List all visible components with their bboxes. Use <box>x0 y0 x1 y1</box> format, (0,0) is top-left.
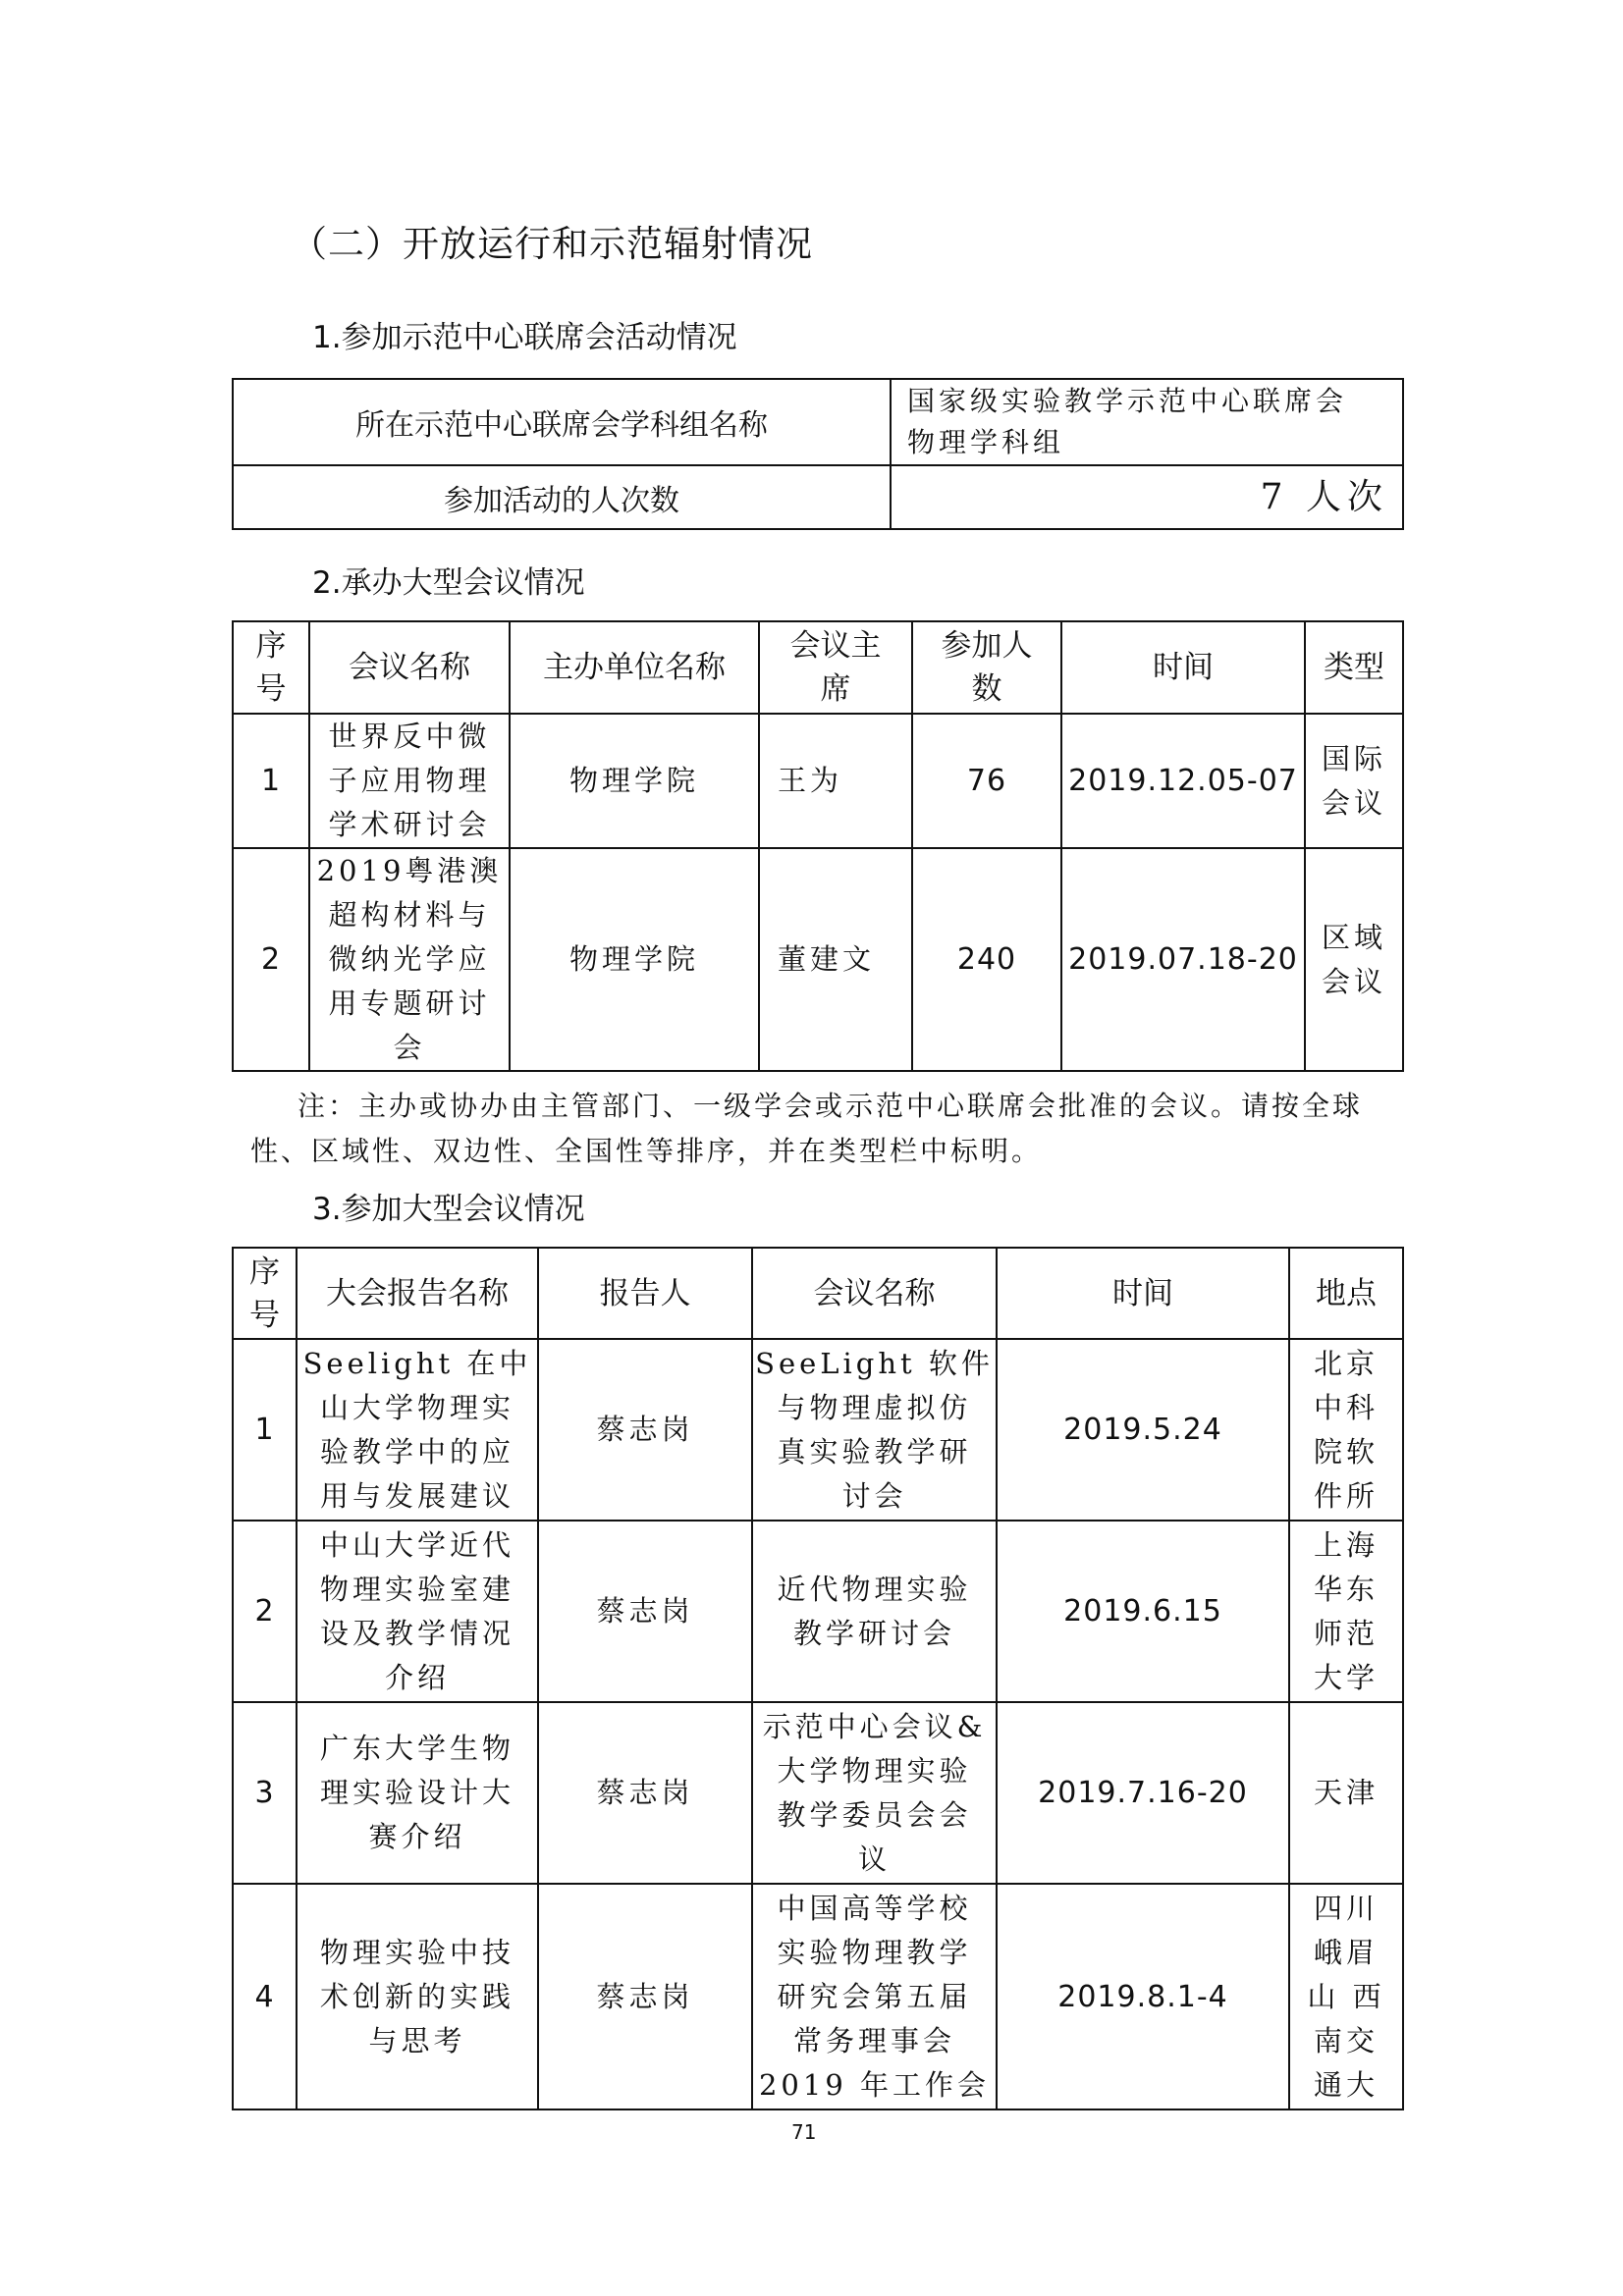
attendees: 76 <box>912 714 1061 848</box>
subsection-2-title: 2.承办大型会议情况 <box>312 565 585 601</box>
page-number: 71 <box>791 2120 817 2144</box>
location: 上海 华东 师范 大学 <box>1289 1521 1403 1702</box>
speaker: 蔡志岗 <box>538 1521 752 1702</box>
date: 2019.8.1-4 <box>997 1884 1289 2109</box>
meeting-name: 世界反中微 子应用物理 学术研讨会 <box>309 714 510 848</box>
row-index: 1 <box>233 714 309 848</box>
meeting-name: 2019粤港澳 超构材料与 微纳光学应 用专题研讨 会 <box>309 848 510 1071</box>
row-index: 2 <box>233 1521 297 1702</box>
date: 2019.12.05-07 <box>1061 714 1305 848</box>
table-header-row <box>233 1248 1403 1339</box>
date: 2019.6.15 <box>997 1521 1289 1702</box>
date: 2019.5.24 <box>997 1339 1289 1521</box>
report-title: 物理实验中技 术创新的实践 与思考 <box>297 1884 538 2109</box>
attended-conferences-table <box>232 1247 1404 2110</box>
row-index: 3 <box>233 1702 297 1884</box>
location: 四川 峨眉 山 西 南交 通大 <box>1289 1884 1403 2109</box>
col-header-type: 类型 <box>1305 621 1403 714</box>
meeting-name: SeeLight 软件 与物理虚拟仿 真实验教学研 讨会 <box>752 1339 997 1521</box>
section-title: （二）开放运行和示范辐射情况 <box>291 223 813 265</box>
row-index: 4 <box>233 1884 297 2109</box>
meeting-name: 中国高等学校 实验物理教学 研究会第五届 常务理事会 2019 年工作会 <box>752 1884 997 2109</box>
report-title: 广东大学生物 理实验设计大 赛介绍 <box>297 1702 538 1884</box>
table-row <box>233 1339 1403 1521</box>
host-unit: 物理学院 <box>510 714 759 848</box>
table-row <box>233 1702 1403 1884</box>
table-footnote: 注：主办或协办由主管部门、一级学会或示范中心联席会批准的会议。请按全球性、区域性、双边性、全国性等排序，并在类型栏中标明。 <box>250 1090 1364 1167</box>
col-header-meeting-name: 会议名称 <box>752 1248 997 1339</box>
attendees: 240 <box>912 848 1061 1071</box>
col-header-attendees: 参加人 数 <box>912 621 1061 714</box>
location: 北京 中科 院软 件所 <box>1289 1339 1403 1521</box>
col-header-speaker: 报告人 <box>538 1248 752 1339</box>
speaker: 蔡志岗 <box>538 1339 752 1521</box>
col-header-index: 序 号 <box>233 1248 297 1339</box>
host-unit: 物理学院 <box>510 848 759 1071</box>
col-header-meeting-name: 会议名称 <box>309 621 510 714</box>
group-name-value: 国家级实验教学示范中心联席会 物理学科组 <box>891 379 1403 465</box>
subsection-3-title: 3.参加大型会议情况 <box>312 1192 585 1227</box>
col-header-date: 时间 <box>1061 621 1305 714</box>
col-header-location: 地点 <box>1289 1248 1403 1339</box>
participation-count-label: 参加活动的人次数 <box>233 465 891 529</box>
table-row <box>233 848 1403 1071</box>
report-title: Seelight 在中 山大学物理实 验教学中的应 用与发展建议 <box>297 1339 538 1521</box>
row-index: 2 <box>233 848 309 1071</box>
group-name-label: 所在示范中心联席会学科组名称 <box>233 379 891 465</box>
speaker: 蔡志岗 <box>538 1702 752 1884</box>
row-index: 1 <box>233 1339 297 1521</box>
col-header-host-unit: 主办单位名称 <box>510 621 759 714</box>
chair: 王为 <box>759 714 912 848</box>
date: 2019.07.18-20 <box>1061 848 1305 1071</box>
type: 区域 会议 <box>1305 848 1403 1071</box>
col-header-date: 时间 <box>997 1248 1289 1339</box>
meeting-name: 示范中心会议& 大学物理实验 教学委员会会 议 <box>752 1702 997 1884</box>
table-row <box>233 1884 1403 2109</box>
type: 国际 会议 <box>1305 714 1403 848</box>
col-header-chair: 会议主 席 <box>759 621 912 714</box>
speaker: 蔡志岗 <box>538 1884 752 2109</box>
table-header-row <box>233 621 1403 714</box>
col-header-index: 序 号 <box>233 621 309 714</box>
col-header-report-title: 大会报告名称 <box>297 1248 538 1339</box>
hosted-conferences-table <box>232 620 1404 1072</box>
participation-count-value: 7 人次 <box>891 465 1403 529</box>
meeting-name: 近代物理实验 教学研讨会 <box>752 1521 997 1702</box>
chair: 董建文 <box>759 848 912 1071</box>
contact-table <box>232 378 1404 530</box>
date: 2019.7.16-20 <box>997 1702 1289 1884</box>
table-row <box>233 714 1403 848</box>
table-row <box>233 1521 1403 1702</box>
subsection-1-title: 1.参加示范中心联席会活动情况 <box>312 320 737 355</box>
location: 天津 <box>1289 1702 1403 1884</box>
report-title: 中山大学近代 物理实验室建 设及教学情况 介绍 <box>297 1521 538 1702</box>
